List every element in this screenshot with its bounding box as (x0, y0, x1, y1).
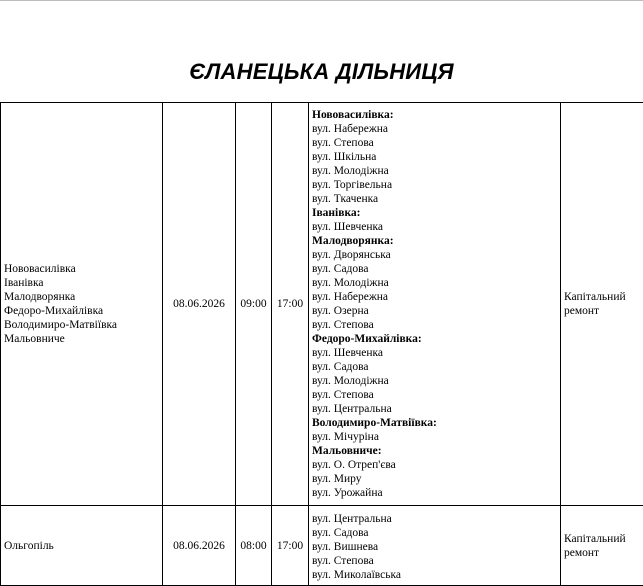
work-type-cell (561, 103, 643, 506)
street-name: вул. Урожайна (312, 486, 557, 500)
work-type-line: Капітальний (564, 532, 640, 546)
settlement-name: Володимиро-Матвіївка (4, 318, 159, 332)
street-name: вул. Центральна (312, 402, 557, 416)
work-type-line: ремонт (564, 546, 640, 560)
street-name: вул. Степова (312, 136, 557, 150)
settlement-name: Нововасилівка (4, 262, 159, 276)
streets-group-heading: Малодворянка: (312, 234, 557, 248)
end-time-cell: 17:00 (272, 103, 309, 506)
settlement-name: Федоро-Михайлівка (4, 304, 159, 318)
street-name: вул. Центральна (312, 512, 557, 526)
settlement-name: Іванівка (4, 276, 159, 290)
street-name: вул. Садова (312, 526, 557, 540)
streets-group-heading: Нововасилівка: (312, 108, 557, 122)
end-time-cell: 17:00 (272, 506, 309, 586)
work-type-line: ремонт (564, 304, 640, 318)
street-name: вул. Степова (312, 388, 557, 402)
street-name: вул. Набережна (312, 122, 557, 136)
street-name: вул. Шевченка (312, 346, 557, 360)
street-name: вул. Шевченка (312, 220, 557, 234)
date-cell: 08.06.2026 (163, 103, 236, 506)
street-name: вул. Ткаченка (312, 192, 557, 206)
work-type-cell (561, 506, 643, 586)
street-name: вул. Степова (312, 554, 557, 568)
settlement-name: Мальовниче (4, 332, 159, 346)
street-name: вул. Набережна (312, 290, 557, 304)
top-rule (0, 0, 643, 1)
streets-group-heading: Мальовниче: (312, 444, 557, 458)
start-time-cell: 09:00 (236, 103, 272, 506)
page-title: ЄЛАНЕЦЬКА ДІЛЬНИЦЯ (0, 57, 643, 87)
settlement-name: Ольгопіль (4, 539, 159, 553)
streets-cell (309, 103, 561, 506)
date-cell: 08.06.2026 (163, 506, 236, 586)
settlements-cell (1, 103, 163, 506)
street-name: вул. Торгівельна (312, 178, 557, 192)
work-type-line: Капітальний (564, 290, 640, 304)
streets-group-heading: Федоро-Михайлівка: (312, 332, 557, 346)
street-name: вул. Молодіжна (312, 276, 557, 290)
street-name: вул. Молодіжна (312, 164, 557, 178)
settlements-cell (1, 506, 163, 586)
settlement-name: Малодворянка (4, 290, 159, 304)
schedule-table (0, 102, 643, 586)
streets-group-heading: Іванівка: (312, 206, 557, 220)
street-name: вул. Дворянська (312, 248, 557, 262)
street-name: вул. Мічуріна (312, 430, 557, 444)
street-name: вул. Молодіжна (312, 374, 557, 388)
start-time-cell: 08:00 (236, 506, 272, 586)
street-name: вул. Степова (312, 318, 557, 332)
streets-cell (309, 506, 561, 586)
street-name: вул. Озерна (312, 304, 557, 318)
table-row (1, 103, 643, 506)
street-name: вул. О. Отреп'єва (312, 458, 557, 472)
street-name: вул. Садова (312, 262, 557, 276)
street-name: вул. Вишнева (312, 540, 557, 554)
street-name: вул. Садова (312, 360, 557, 374)
table-row (1, 506, 643, 586)
street-name: вул. Миколаївська (312, 568, 557, 582)
streets-group-heading: Володимиро-Матвіївка: (312, 416, 557, 430)
street-name: вул. Шкільна (312, 150, 557, 164)
street-name: вул. Миру (312, 472, 557, 486)
